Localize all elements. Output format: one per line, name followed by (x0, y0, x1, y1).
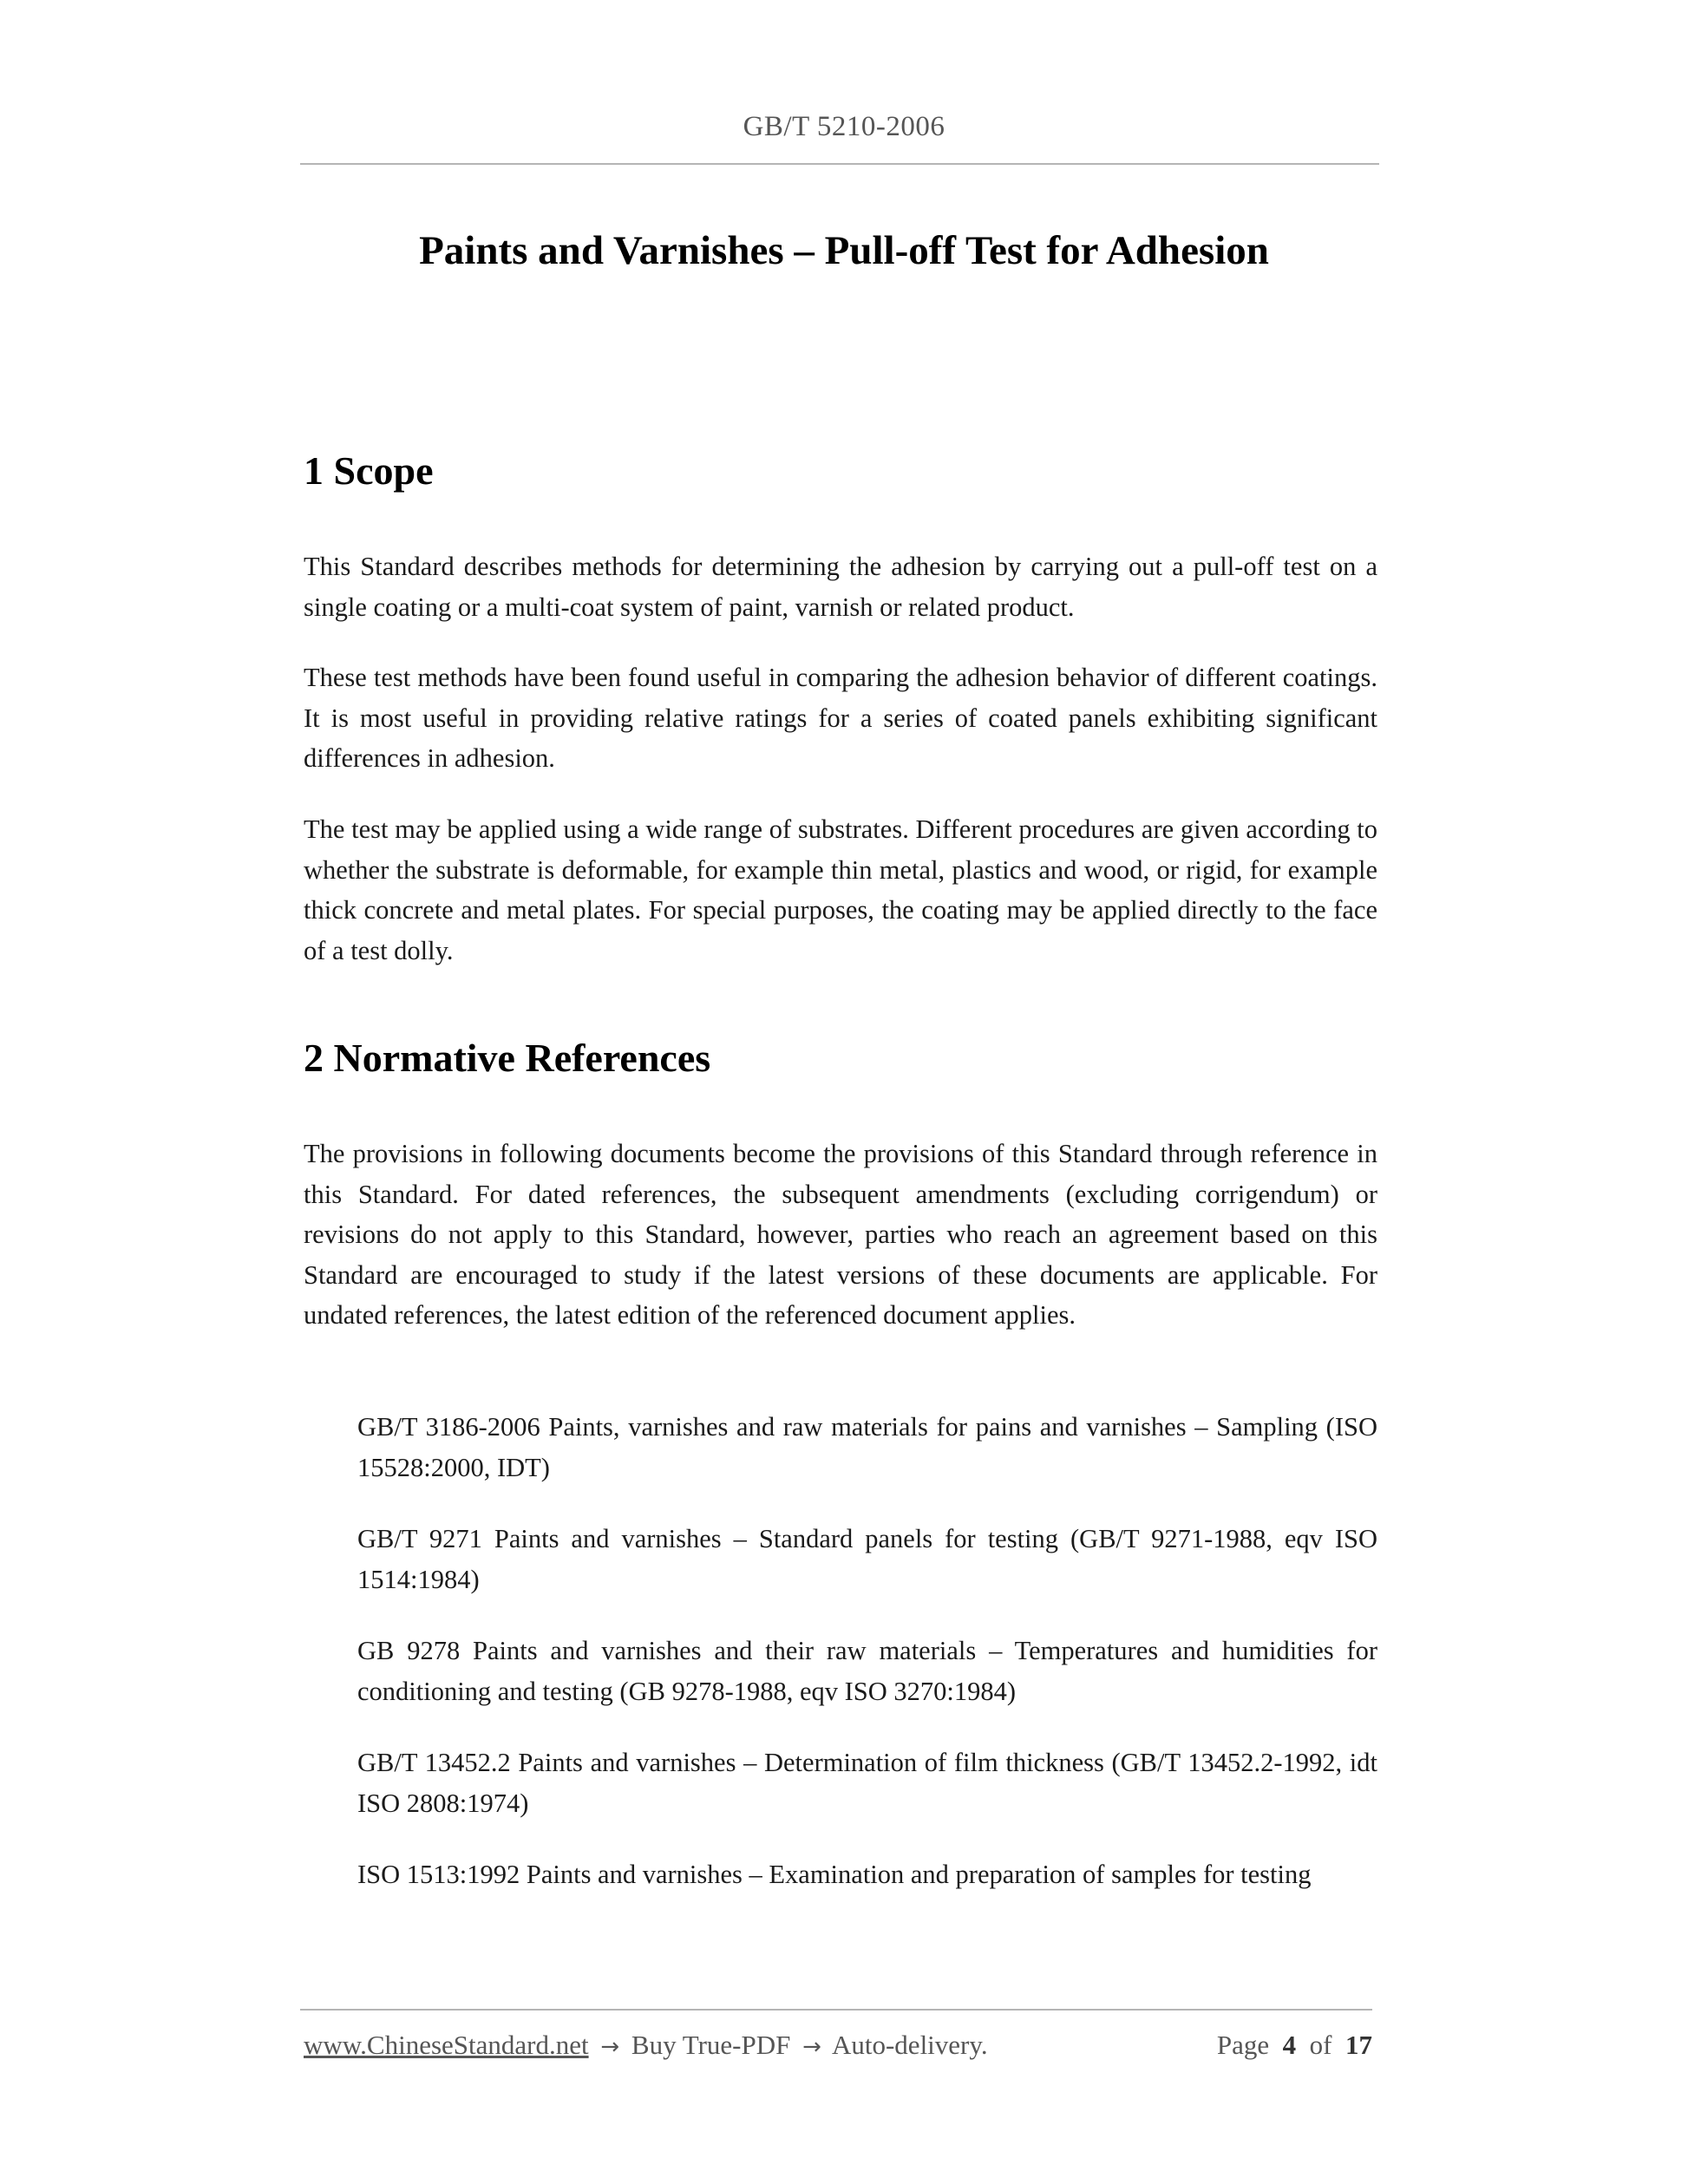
page-number (1217, 2030, 1372, 2061)
section-heading-scope: 1 Scope (304, 448, 434, 493)
section-heading-normative-references: 2 Normative References (304, 1036, 711, 1080)
footer-promo (304, 2030, 988, 2061)
scope-paragraph-3: The test may be applied using a wide range of substrates. Different procedures are given according to whether the substrate is deformable, for example thin metal, plastics and wood, or rigid, for example thick concrete and metal plates. For special purposes, the coating may be applied directly to the face of a test dolly. (304, 814, 1377, 965)
scope-paragraph-1: This Standard describes methods for determining the adhesion by carrying out a pull-off test on a single coating or a multi-coat system of paint, varnish or related product. (304, 552, 1377, 622)
scope-paragraph-2: These test methods have been found useful in comparing the adhesion behavior of different coatings. It is most useful in providing relative ratings for a series of coated panels exhibiting significant differences in adhesion. (304, 663, 1377, 773)
arrow-right-icon: → (802, 2034, 821, 2060)
standard-code-header: GB/T 5210-2006 (743, 111, 945, 142)
normative-references-paragraph: The provisions in following documents become the provisions of this Standard through reference in this Standard. For dated references, the subsequent amendments (excluding corrigendum) or revisions do not apply to this Standard, however, parties who reach an agreement based on this Standard are encouraged to study if the latest versions of these documents are applicable. For undated references, the latest edition of the referenced document applies. (304, 1139, 1377, 1330)
page-label: Page (1216, 2030, 1270, 2060)
reference-item: GB 9278 Paints and varnishes and their raw materials – Temperatures and humidities for conditioning and testing (GB 9278-1988, eqv ISO 3270:1984) (357, 1636, 1377, 1706)
reference-item: GB/T 9271 Paints and varnishes – Standard panels for testing (GB/T 9271-1988, eqv ISO 1514:1984) (357, 1524, 1377, 1594)
reference-item: ISO 1513:1992 Paints and varnishes – Examination and preparation of samples for testing (357, 1860, 1312, 1889)
total-pages-number: 17 (1345, 2030, 1372, 2060)
reference-item: GB/T 13452.2 Paints and varnishes – Determination of film thickness (GB/T 13452.2-1992, idt ISO 2808:1974) (357, 1748, 1377, 1818)
website-link[interactable]: www.ChineseStandard.net (304, 2030, 589, 2060)
header-divider (300, 163, 1379, 165)
buy-pdf-text: Buy True-PDF (631, 2030, 791, 2060)
document-title: Paints and Varnishes – Pull-off Test for Adhesion (419, 228, 1269, 273)
of-label: of (1309, 2030, 1332, 2060)
arrow-right-icon: → (600, 2034, 620, 2060)
footer-divider (300, 2009, 1372, 2011)
reference-item: GB/T 3186-2006 Paints, varnishes and raw materials for pains and varnishes – Sampling (ISO 15528:2000, IDT) (357, 1412, 1377, 1482)
auto-delivery-text: Auto-delivery. (831, 2030, 988, 2060)
current-page-number: 4 (1282, 2030, 1297, 2060)
